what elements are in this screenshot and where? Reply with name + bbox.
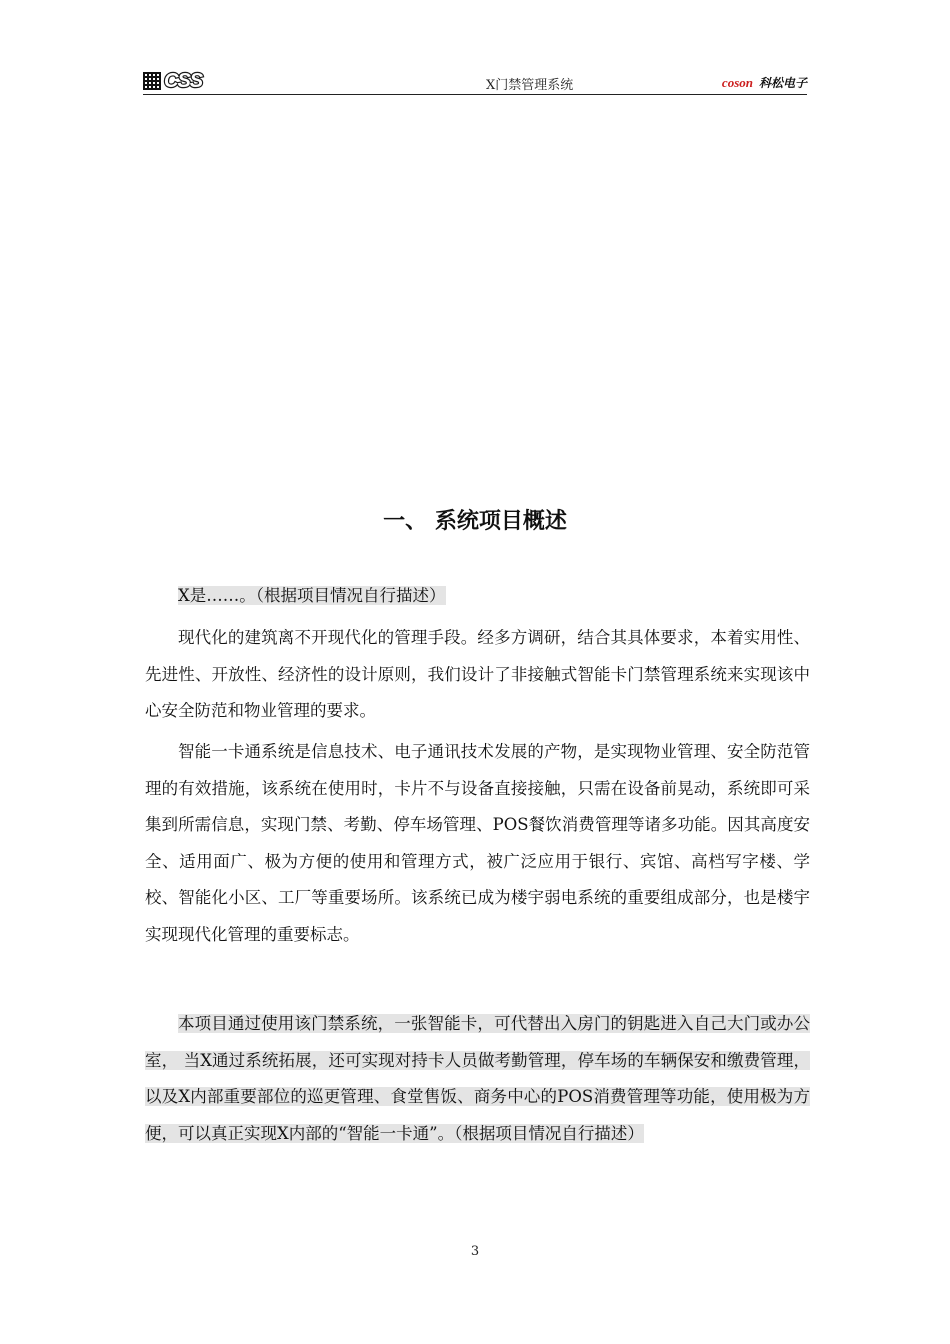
highlighted-text: 本项目通过使用该门禁系统，一张智能卡，可代替出入房门的钥匙进入自己大门或办公室， 当X通过系统拓展，还可实现对持卡人员做考勤管理，停车场的车辆保安和缴费管理，以及X内部重要部位的巡更管理、食堂售饭、商务中心的POS消费管理等功能，使用极为方便，可以真正实现X内部的“智能一卡通”。（根据项目情况自行描述） — [145, 1014, 810, 1143]
section-heading: 一、 系统项目概述 — [383, 509, 567, 534]
paragraph-modern-management — [145, 620, 810, 730]
page-header — [143, 68, 807, 95]
header-title: X门禁管理系统 — [486, 78, 574, 93]
paragraph-text: 智能一卡通系统是信息技术、电子通讯技术发展的产物，是实现物业管理、安全防范管理的有效措施，该系统在使用时，卡片不与设备直接接触，只需在设备前晃动，系统即可采集到所需信息，实现门禁、考勤、停车场管理、POS餐饮消费管理等诸多功能。因其高度安全、适用面广、极为方便的使用和管理方式，被广泛应用于银行、宾馆、高档写字楼、学校、智能化小区、工厂等重要场所。该系统已成为楼宇弱电系统的重要组成部分，也是楼宇实现现代化管理的重要标志。 — [145, 742, 810, 944]
paragraph-project-usage — [145, 1006, 810, 1152]
brand-name-en: coson — [721, 75, 753, 90]
paragraph-intro — [145, 578, 810, 615]
paragraph-smart-card-system — [145, 734, 810, 953]
highlighted-text: X是……。（根据项目情况自行描述） — [178, 586, 446, 605]
header-brand — [722, 74, 807, 91]
page-number: 3 — [470, 1244, 480, 1259]
paragraph-text: 现代化的建筑离不开现代化的管理手段。经多方调研，结合其具体要求，本着实用性、先进性、开放性、经济性的设计原则，我们设计了非接触式智能卡门禁管理系统来实现该中心安全防范和物业管理的要求。 — [145, 628, 810, 720]
brand-name-cn: 科松电子 — [758, 76, 807, 90]
logo-grid-icon — [143, 72, 161, 90]
css-logo — [143, 70, 202, 92]
logo-text: CSS — [164, 70, 203, 92]
